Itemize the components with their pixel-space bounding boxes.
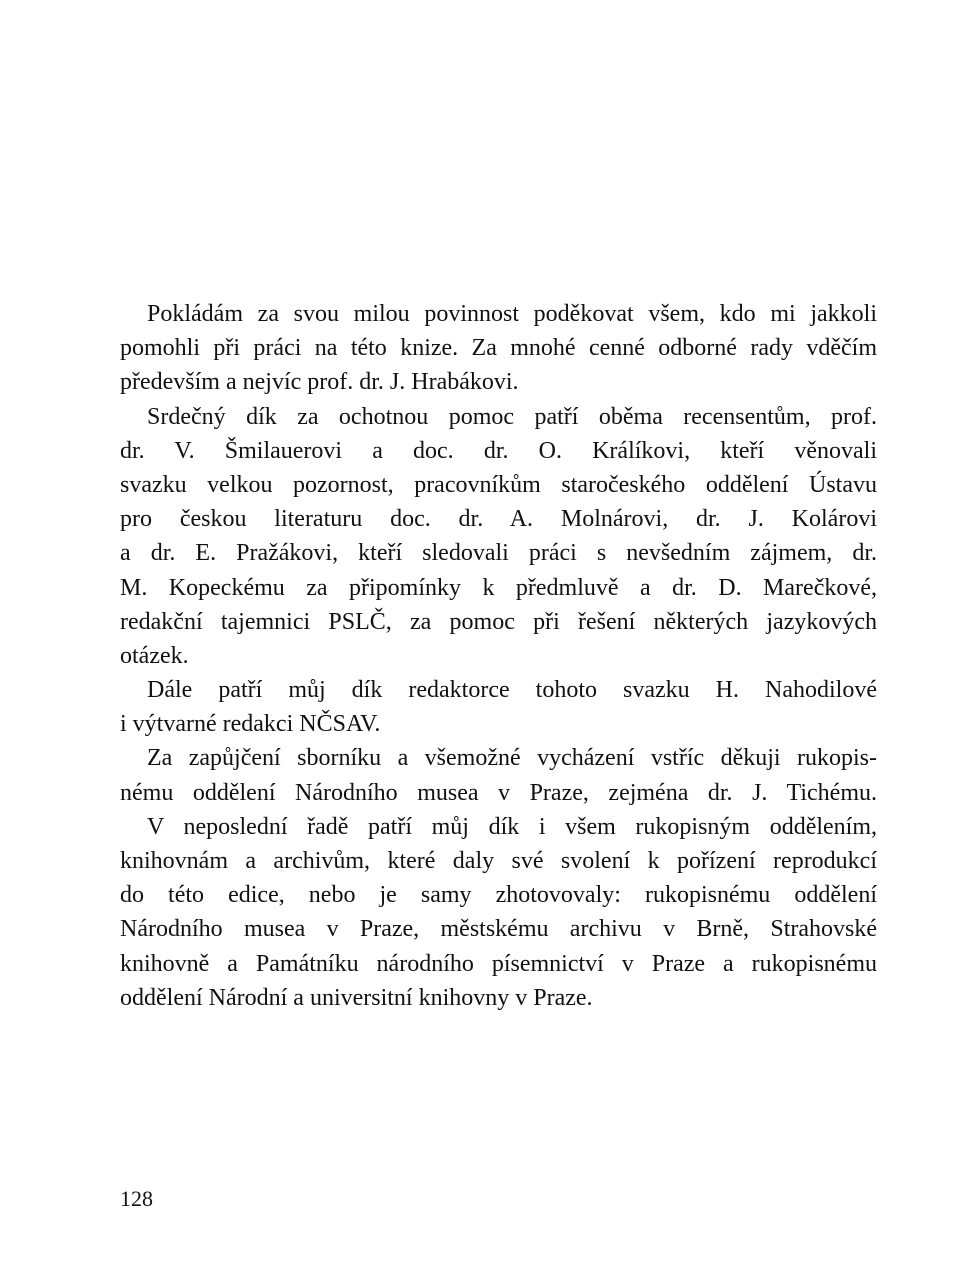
text-line: knihovnám a archivům, které daly své svolení k pořízení reprodukcí — [120, 848, 877, 874]
text-line: především a nejvíc prof. dr. J. Hrabákovi. — [120, 369, 519, 396]
text-line: knihovně a Památníku národního písemnictví v Praze a rukopisnému — [120, 950, 877, 977]
text-line: Dále patří můj dík redaktorce tohoto svazku H. Nahodilové — [147, 677, 877, 704]
text-line: Srdečný dík za ochotnou pomoc patří oběma recensentům, prof. — [147, 403, 877, 430]
text-line: V neposlední řadě patří můj dík i všem rukopisným oddělením, — [147, 813, 877, 840]
text-line: oddělení Národní a universitní knihovny v Praze. — [120, 984, 593, 1011]
text-line: Za zapůjčení sborníku a všemožné vycházení vstříc děkuji rukopis- — [147, 745, 877, 772]
text-line: M. Kopeckému za připomínky k předmluvě a dr. D. Marečkové, — [120, 574, 877, 601]
text-line: svazku velkou pozornost, pracovníkům staročeského oddělení Ústavu — [120, 471, 877, 498]
page-number: 128 — [120, 1186, 153, 1211]
acknowledgements-text — [120, 297, 877, 1015]
text-line: do této edice, nebo je samy zhotovovaly: rukopisnému oddělení — [120, 882, 877, 909]
text-line: a dr. E. Pražákovi, kteří sledovali práci s nevšedním zájmem, dr. — [120, 540, 877, 567]
text-line: otázek. — [120, 642, 189, 669]
text-line: pro českou literaturu doc. dr. A. Molnárovi, dr. J. Kolárovi — [120, 506, 877, 533]
text-line: nému oddělení Národního musea v Praze, zejména dr. J. Tichému. — [120, 779, 877, 806]
text-line: redakční tajemnici PSLČ, za pomoc při řešení některých jazykových — [120, 608, 877, 635]
text-line: dr. V. Šmilauerovi a doc. dr. O. Králíkovi, kteří věnovali — [120, 437, 877, 464]
text-line: pomohli při práci na této knize. Za mnohé cenné odborné rady vděčím — [120, 335, 877, 362]
text-line: i výtvarné redakci NČSAV. — [120, 711, 381, 738]
text-line: Národního musea v Praze, městskému archivu v Brně, Strahovské — [120, 916, 877, 943]
text-line: Pokládám za svou milou povinnost poděkovat všem, kdo mi jakkoli — [147, 301, 877, 327]
